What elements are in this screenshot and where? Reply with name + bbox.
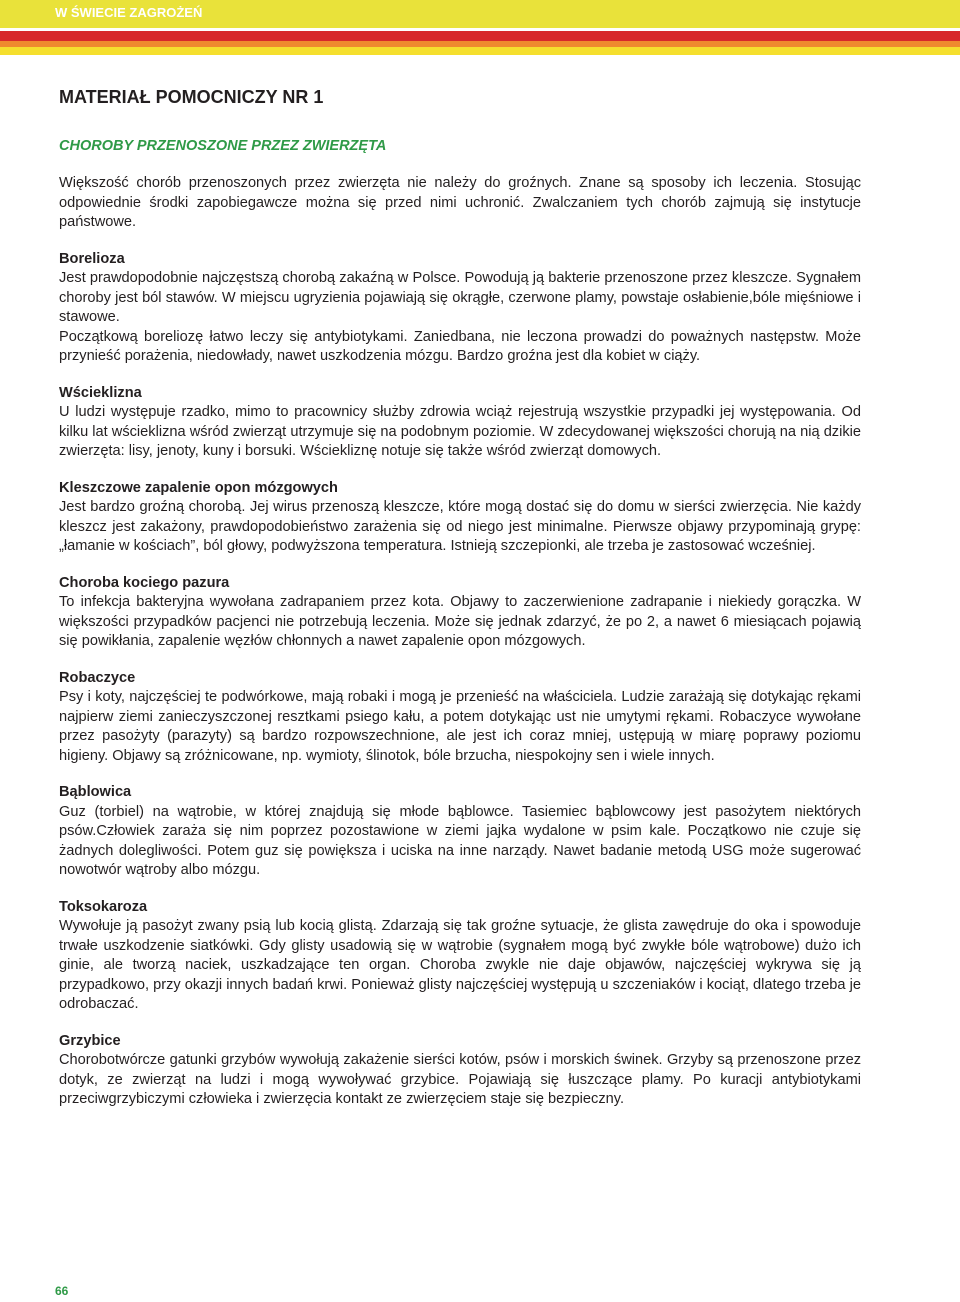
section-heading: Bąblowica bbox=[59, 784, 132, 800]
intro-paragraph: Większość chorób przenoszonych przez zwierzęta nie należy do groźnych. Znane są sposoby ich leczenia. Stosując odpowiednie środki zapobiegawcze można się przed nimi uchronić. Zwalczaniem tych chorób zajmują się instytucje państwowe. bbox=[59, 175, 861, 230]
section-kleszczowe-zapalenie bbox=[59, 479, 861, 557]
section-toksokaroza bbox=[59, 898, 861, 1015]
document-subtitle: CHOROBY PRZENOSZONE PRZEZ ZWIERZĘTA bbox=[59, 138, 387, 154]
section-robaczyce bbox=[59, 669, 861, 767]
section-paragraph: Wywołuje ją pasożyt zwany psią lub kocią glistą. Zdarzają się tak groźne sytuacje, że glista zawędruje do oka i spowoduje trwałe uszkodzenie siatkówki. Gdy glisty usadowią się w wątrobie (sygnałem mogą być zwykłe bóle wątrobowe) dużo ich ginie, ale tworzą naciek, uszkadzające ten organ. Choroba zwykle nie daje objawów, najczęściej wykrywa się ją przypadkowo, przy okazji innych badań krwi. Ponieważ glisty najczęściej występują u szczeniaków i kociąt, dlatego trzeba je odrobaczać. bbox=[59, 918, 861, 1012]
section-heading: Wścieklizna bbox=[59, 384, 142, 401]
section-heading: Robaczyce bbox=[59, 669, 136, 686]
page-number: 66 bbox=[55, 1284, 69, 1298]
document-content bbox=[59, 86, 861, 1110]
section-paragraph: Początkową boreliozę łatwo leczy się antybiotykami. Zaniedbana, nie leczona prowadzi do poważnych następstw. Może przynieść porażenia, niedowłady, nawet uszkodzenia mózgu. Bardzo groźna jest dla kobiet w ciąży. bbox=[59, 328, 861, 364]
section-paragraph: Jest prawdopodobnie najczęstszą chorobą zakaźną w Polsce. Powodują ją bakterie przenoszone przez kleszcze. Sygnałem choroby jest ból stawów. W miejscu ugryzienia pojawiają się okrągłe, czerwone plamy, powstaje osłabienie,bóle mięśniowe i stawowe. bbox=[59, 270, 861, 325]
header-title: W ŚWIECIE ZAGROŻEŃ bbox=[55, 5, 203, 20]
section-heading: Grzybice bbox=[59, 1032, 121, 1049]
section-paragraph: To infekcja bakteryjna wywołana zadrapaniem przez kota. Objawy to zaczerwienione zadrapanie i niekiedy gorączka. W większości przypadków pacjenci nie potrzebują leczenia. Może się jednak zdarzyć, że po 2, a nawet 6 miesiącach pojawią się powikłania, zapalenie węzłów chłonnych a nawet zapalenie opon mózgowych. bbox=[59, 594, 861, 649]
section-heading: Kleszczowe zapalenie opon mózgowych bbox=[59, 479, 338, 496]
section-heading: Toksokaroza bbox=[59, 898, 148, 915]
section-paragraph: Chorobotwórcze gatunki grzybów wywołują zakażenie sierści kotów, psów i morskich świnek. Grzyby są przenoszone przez dotyk, ze zwierząt na ludzi i mogą wywoływać grzybice. Pojawiają się łuszczące plamy. Po kuracji antybiotykami przeciwgrzybiczymi człowieka i zwierzęcia kontakt ze zwierzęciem staje się bezpieczny. bbox=[59, 1052, 861, 1107]
section-grzybice bbox=[59, 1032, 861, 1110]
header-stripe-red bbox=[0, 31, 960, 41]
section-heading: Choroba kociego pazura bbox=[59, 574, 230, 591]
section-choroba-kociego-pazura bbox=[59, 574, 861, 652]
section-heading: Borelioza bbox=[59, 250, 125, 267]
section-paragraph: Guz (torbiel) na wątrobie, w której znajdują się młode bąblowce. Tasiemiec bąblowcowy jest pasożytem niektórych psów.Człowiek zaraża się nim poprzez pozostawione w ziemi jajka wydalone w psim kale. Początkowo nie czuje się żadnych dolegliwości. Potem guz się powiększa i uciska na inne narządy. Nawet badanie metodą USG może sugerować nowotwór wątroby albo mózgu. bbox=[59, 803, 861, 878]
section-paragraph: Jest bardzo groźną chorobą. Jej wirus przenoszą kleszcze, które mogą dostać się do domu w sierści zwierzęcia. Nie każdy kleszcz jest zakażony, prawdopodobieństwo zarażenia się od niego jest minimalne. Pierwsze objawy przypominają grypę: „łamanie w kościach”, ból głowy, podwyższona temperatura. Istnieją szczepionki, ale trzeba je zastosować wcześniej. bbox=[59, 499, 861, 554]
section-paragraph: U ludzi występuje rzadko, mimo to pracownicy służby zdrowia wciąż rejestrują wszystkie przypadki jej występowania. Od kilku lat wścieklizna wśród zwierząt utrzymuje się na podobnym poziomie. W zdecydowanej większości chorują na nią dzikie zwierzęta: lisy, jenoty, kuny i borsuki. Wściekliznę notuje się także wśród zwierząt domowych. bbox=[59, 404, 861, 459]
section-bablowica bbox=[59, 783, 861, 881]
section-borelioza bbox=[59, 250, 861, 367]
section-paragraph: Psy i koty, najczęściej te podwórkowe, mają robaki i mogą je przenieść na właściciela. Ludzie zarażają się dotykając rękami najpierw ziemi zanieczyszczonej resztkami psiego kału, a potem dotykając ust nie umytymi rękami. Robaczyce wywołane przez pasożyty (parazyty) są bardzo rozpowszechnione, ale jest ich coraz mniej, ustępują w miarę poprawy poziomu higieny. Objawy są zróżnicowane, np. wymioty, ślinotok, bóle brzucha, niespokojny sen i wiele innych. bbox=[59, 689, 861, 764]
section-wscieklizna bbox=[59, 384, 861, 462]
document-title: MATERIAŁ POMOCNICZY NR 1 bbox=[59, 87, 324, 107]
header-stripe-yellow bbox=[0, 47, 960, 55]
